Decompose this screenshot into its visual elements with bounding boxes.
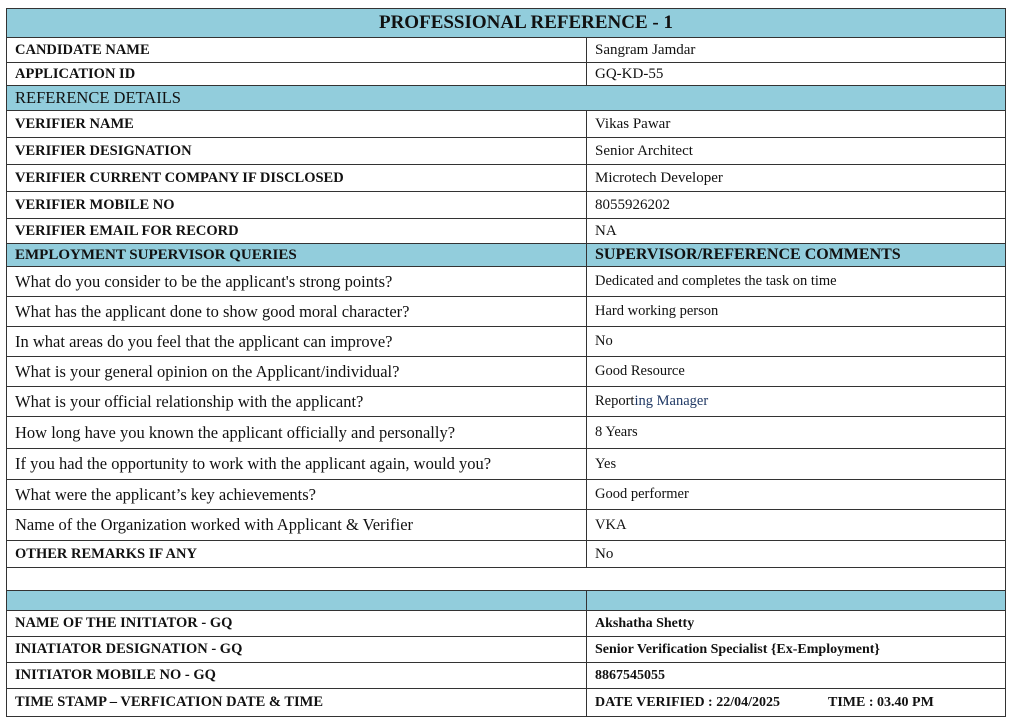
candidate-name-row xyxy=(7,38,1006,63)
queries-header-row xyxy=(7,244,1006,267)
query-row xyxy=(7,449,1006,480)
timestamp-label: TIME STAMP – VERFICATION DATE & TIME xyxy=(7,689,587,717)
page-title: PROFESSIONAL REFERENCE - 1 xyxy=(7,9,1006,38)
verifier-name-label: VERIFIER NAME xyxy=(7,111,587,138)
query-row xyxy=(7,267,1006,297)
initiator-row xyxy=(7,611,1006,637)
initiator-row xyxy=(7,637,1006,663)
query-answer: VKA xyxy=(587,510,1006,541)
blank-header-cell xyxy=(7,591,587,611)
candidate-name-value: Sangram Jamdar xyxy=(587,38,1006,63)
application-id-value: GQ-KD-55 xyxy=(587,63,1006,86)
initiator-mobile-value: 8867545055 xyxy=(587,663,1006,689)
query-answer: Good performer xyxy=(587,480,1006,510)
query-text: What do you consider to be the applicant's strong points? xyxy=(7,267,587,297)
comments-column-header: SUPERVISOR/REFERENCE COMMENTS xyxy=(587,244,1006,267)
query-text: What is your official relationship with the applicant? xyxy=(7,387,587,417)
initiator-designation-label: INIATIATOR DESIGNATION - GQ xyxy=(7,637,587,663)
other-remarks-label: OTHER REMARKS IF ANY xyxy=(7,541,587,568)
query-answer: No xyxy=(587,327,1006,357)
initiator-header-row xyxy=(7,591,1006,611)
query-row xyxy=(7,480,1006,510)
application-id-row xyxy=(7,63,1006,86)
query-row xyxy=(7,387,1006,417)
query-answer: Yes xyxy=(587,449,1006,480)
verifier-row xyxy=(7,192,1006,219)
verifier-email-label: VERIFIER EMAIL FOR RECORD xyxy=(7,219,587,244)
query-answer-part: Report xyxy=(595,393,635,409)
initiator-name-value: Akshatha Shetty xyxy=(587,611,1006,637)
reference-details-row xyxy=(7,86,1006,111)
verifier-mobile-value: 8055926202 xyxy=(587,192,1006,219)
date-verified: DATE VERIFIED : 22/04/2025 xyxy=(595,694,781,710)
verifier-name-value: Vikas Pawar xyxy=(587,111,1006,138)
query-row xyxy=(7,297,1006,327)
spacer-row xyxy=(7,568,1006,591)
verifier-row xyxy=(7,165,1006,192)
reference-details-heading: REFERENCE DETAILS xyxy=(7,86,1006,111)
verifier-designation-label: VERIFIER DESIGNATION xyxy=(7,138,587,165)
other-remarks-value: No xyxy=(587,541,1006,568)
timestamp-value xyxy=(587,689,1006,717)
query-row xyxy=(7,357,1006,387)
query-text: What has the applicant done to show good moral character? xyxy=(7,297,587,327)
initiator-mobile-label: INITIATOR MOBILE NO - GQ xyxy=(7,663,587,689)
query-text: In what areas do you feel that the applicant can improve? xyxy=(7,327,587,357)
initiator-name-label: NAME OF THE INITIATOR - GQ xyxy=(7,611,587,637)
time-verified: TIME : 03.40 PM xyxy=(828,694,934,710)
candidate-name-label: CANDIDATE NAME xyxy=(7,38,587,63)
timestamp-row xyxy=(7,689,1006,717)
blank-cell xyxy=(7,568,1006,591)
query-answer: 8 Years xyxy=(587,417,1006,449)
query-text: What is your general opinion on the Applicant/individual? xyxy=(7,357,587,387)
query-answer-part: ing Manager xyxy=(634,393,709,409)
verifier-mobile-label: VERIFIER MOBILE NO xyxy=(7,192,587,219)
query-answer: Dedicated and completes the task on time xyxy=(587,267,1006,297)
verifier-email-value: NA xyxy=(587,219,1006,244)
other-remarks-row xyxy=(7,541,1006,568)
initiator-designation-value: Senior Verification Specialist {Ex-Employment} xyxy=(587,637,1006,663)
query-row xyxy=(7,510,1006,541)
query-answer xyxy=(587,387,1006,417)
query-answer: Hard working person xyxy=(587,297,1006,327)
query-row xyxy=(7,327,1006,357)
query-text: If you had the opportunity to work with the applicant again, would you? xyxy=(7,449,587,480)
blank-header-cell xyxy=(587,591,1006,611)
initiator-row xyxy=(7,663,1006,689)
query-answer: Good Resource xyxy=(587,357,1006,387)
query-text: How long have you known the applicant officially and personally? xyxy=(7,417,587,449)
verifier-company-value: Microtech Developer xyxy=(587,165,1006,192)
verifier-row xyxy=(7,111,1006,138)
query-row xyxy=(7,417,1006,449)
verifier-row xyxy=(7,219,1006,244)
query-text: What were the applicant’s key achievements? xyxy=(7,480,587,510)
queries-column-header: EMPLOYMENT SUPERVISOR QUERIES xyxy=(7,244,587,267)
query-text: Name of the Organization worked with Applicant & Verifier xyxy=(7,510,587,541)
title-row xyxy=(7,9,1006,38)
professional-reference-table xyxy=(6,8,1006,717)
verifier-designation-value: Senior Architect xyxy=(587,138,1006,165)
verifier-row xyxy=(7,138,1006,165)
verifier-company-label: VERIFIER CURRENT COMPANY IF DISCLOSED xyxy=(7,165,587,192)
application-id-label: APPLICATION ID xyxy=(7,63,587,86)
